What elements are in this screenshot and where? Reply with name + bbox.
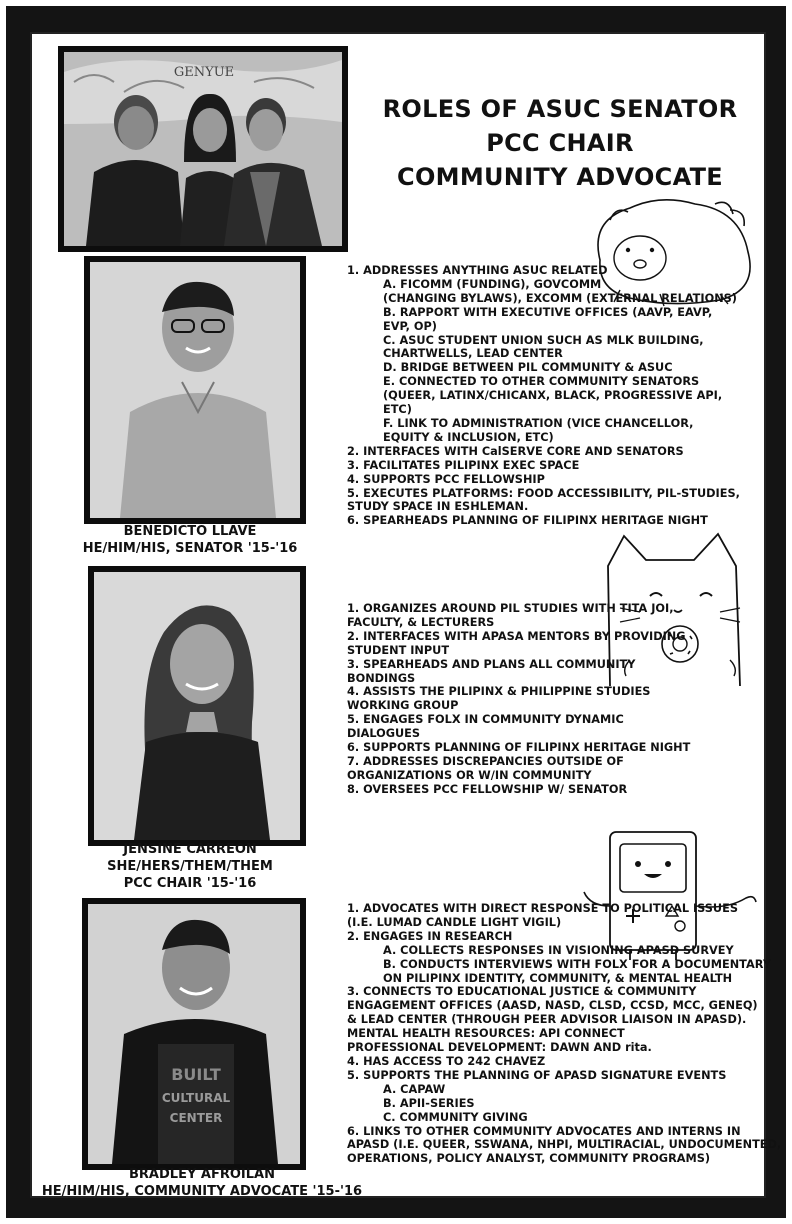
community-advocate-duties-list [347,902,781,1166]
title-line-3: COMMUNITY ADVOCATE [397,163,723,191]
duty-line: 4. ASSISTS THE PILIPINX & PHILIPPINE STUDIES [347,685,651,699]
duty-line: F. LINK TO ADMINISTRATION (VICE CHANCELLOR, [383,416,694,430]
pcc-chair-duties-list [347,602,690,797]
duty-line: DIALOGUES [347,727,421,741]
group-photo-sign: GENYUE [173,65,235,80]
senator-name: BENEDICTO LLAVE [123,524,257,539]
pcc-chair-pronouns: SHE/HERS/THEM/THEM [107,859,273,874]
title-line-1: ROLES OF ASUC SENATOR [382,95,738,123]
duty-line: 4. HAS ACCESS TO 242 CHAVEZ [347,1054,546,1068]
duty-line: 5. EXECUTES PLATFORMS: FOOD ACCESSIBILITY, PIL-STUDIES, [347,486,740,500]
duty-line: (QUEER, LATINX/CHICANX, BLACK, PROGRESSIVE API, [383,389,723,403]
duty-line: 2. ENGAGES IN RESEARCH [347,929,513,943]
duty-line: FACULTY, & LECTURERS [347,615,495,629]
title-line-2: PCC CHAIR [486,129,634,157]
senator-photo [84,256,306,524]
duty-line: 4. SUPPORTS PCC FELLOWSHIP [347,472,545,486]
duty-line: C. ASUC STUDENT UNION SUCH AS MLK BUILDING, [383,333,704,347]
duty-line: A. CAPAW [383,1082,446,1096]
duty-line: 3. FACILITATES PILIPINX EXEC SPACE [347,458,580,472]
shirt-text-line-3: CENTER [169,1111,223,1125]
duty-line: BONDINGS [347,671,416,685]
duty-line: B. APII-SERIES [383,1096,475,1110]
pcc-chair-photo [88,566,306,846]
community-advocate-role: HE/HIM/HIS, COMMUNITY ADVOCATE '15-'16 [41,1184,363,1199]
duty-line: (I.E. LUMAD CANDLE LIGHT VIGIL) [347,915,562,929]
duty-line: 7. ADDRESSES DISCREPANCIES OUTSIDE OF [347,754,624,768]
duty-line: PROFESSIONAL DEVELOPMENT: DAWN AND rita. [347,1041,652,1055]
duty-line: C. COMMUNITY GIVING [383,1110,528,1124]
duty-line: 5. SUPPORTS THE PLANNING OF APASD SIGNATURE EVENTS [347,1068,727,1082]
duty-line: CHARTWELLS, LEAD CENTER [383,347,563,361]
duty-line: WORKING GROUP [347,699,459,713]
duty-line: B. RAPPORT WITH EXECUTIVE OFFICES (AAVP, EAVP, [383,305,713,319]
duty-line: 3. CONNECTS TO EDUCATIONAL JUSTICE & COMMUNITY [347,985,697,999]
duty-line: D. BRIDGE BETWEEN PIL COMMUNITY & ASUC [383,361,673,375]
community-advocate-photo [82,898,306,1170]
pcc-chair-caption [60,841,320,892]
duty-line: OPERATIONS, POLICY ANALYST, COMMUNITY PROGRAMS) [347,1152,711,1166]
pcc-chair-role: PCC CHAIR '15-'16 [123,876,257,891]
group-photo [58,46,348,252]
duty-line: ETC) [383,403,412,417]
senator-role: HE/HIM/HIS, SENATOR '15-'16 [82,541,298,556]
duty-line: 2. INTERFACES WITH APASA MENTORS BY PROVIDING [347,629,686,643]
duty-line: 1. ADDRESSES ANYTHING ASUC RELATED [347,264,608,277]
duty-line: STUDY SPACE IN ESHLEMAN. [347,500,529,514]
duty-line: A. FICOMM (FUNDING), GOVCOMM [383,277,602,291]
duty-line: 6. LINKS TO OTHER COMMUNITY ADVOCATES AND INTERNS IN [347,1124,741,1138]
senator-duties-list [347,264,740,528]
poster-title [360,92,760,194]
shirt-text-line-2: CULTURAL [161,1091,231,1105]
duty-line: 2. INTERFACES WITH CalSERVE CORE AND SENATORS [347,444,684,458]
community-advocate-caption [32,1166,372,1200]
duty-line: ORGANIZATIONS OR W/IN COMMUNITY [347,768,592,782]
duty-line: A. COLLECTS RESPONSES IN VISIONING APASD SURVEY [383,943,734,957]
duty-line: ON PILIPINX IDENTITY, COMMUNITY, & MENTAL HEALTH [383,971,733,985]
duty-line: 6. SUPPORTS PLANNING OF FILIPINX HERITAGE NIGHT [347,741,691,755]
duty-line: EQUITY & INCLUSION, ETC) [383,430,554,444]
duty-line: STUDENT INPUT [347,643,450,657]
duty-line: 3. SPEARHEADS AND PLANS ALL COMMUNITY [347,657,636,671]
duty-line: (CHANGING BYLAWS), EXCOMM (EXTERNAL RELATIONS) [383,291,737,305]
duty-line: 6. SPEARHEADS PLANNING OF FILIPINX HERITAGE NIGHT [347,514,708,528]
senator-caption [60,523,320,557]
duty-line: 1. ORGANIZES AROUND PIL STUDIES WITH TITA JOI, [347,602,674,615]
duty-line: ENGAGEMENT OFFICES (AASD, NASD, CLSD, CCSD, MCC, GENEQ) [347,999,758,1013]
duty-line: 5. ENGAGES FOLX IN COMMUNITY DYNAMIC [347,713,624,727]
duty-line: B. CONDUCTS INTERVIEWS WITH FOLX FOR A DOCUMENTARY [383,957,772,971]
duty-line: MENTAL HEALTH RESOURCES: API CONNECT [347,1027,625,1041]
duty-line: EVP, OP) [383,319,437,333]
duty-line: 1. ADVOCATES WITH DIRECT RESPONSE TO POLITICAL ISSUES [347,902,738,915]
duty-line: APASD (I.E. QUEER, SSWANA, NHPI, MULTIRACIAL, UNDOCUMENTED, [347,1138,782,1152]
duty-line: 8. OVERSEES PCC FELLOWSHIP W/ SENATOR [347,782,628,796]
community-advocate-name: BRADLEY AFROILAN [129,1167,275,1182]
pcc-chair-name: JENSINE CARREON [123,842,257,857]
shirt-text-line-1: BUILT [171,1065,221,1084]
duty-line: & LEAD CENTER (THROUGH PEER ADVISOR LIAISON IN APASD). [347,1013,747,1027]
duty-line: E. CONNECTED TO OTHER COMMUNITY SENATORS [383,375,700,389]
